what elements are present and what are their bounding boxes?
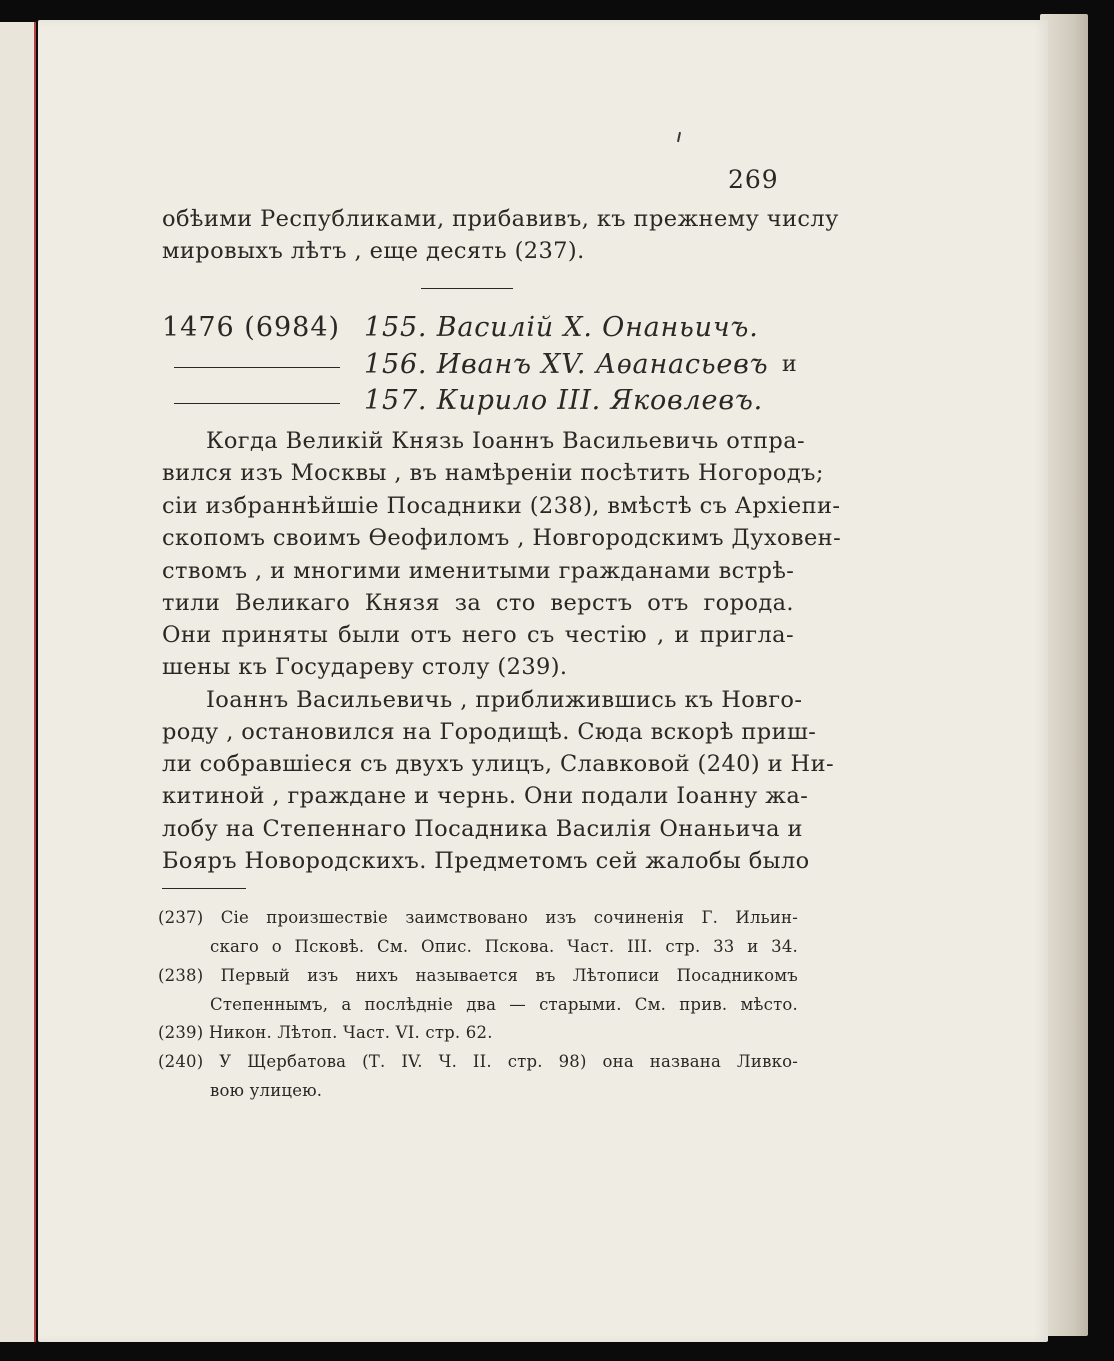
footnote-line: скаго о Псковѣ. См. Опис. Пскова. Част. III. стр. 33 и 34. xyxy=(210,937,798,956)
body-line: ли собравшіеся съ двухъ улицъ, Славковой (240) и Ни- xyxy=(162,751,834,777)
body-line: скопомъ своимъ Ѳеофиломъ , Новгородскимъ Духовен- xyxy=(162,525,842,551)
heading-conjunction: и xyxy=(782,352,797,377)
footnote-line: (239) Никон. Лѣтоп. Част. VI. стр. 62. xyxy=(158,1023,493,1042)
body-line: Іоаннъ Васильевичь , приближившись къ Новго- xyxy=(206,687,803,713)
body-line: Они приняты были отъ него съ честію , и пригла- xyxy=(162,622,794,648)
body-line: лобу на Степеннаго Посадника Василія Онаньича и xyxy=(162,816,803,842)
body-line: Когда Великій Князь Іоаннъ Васильевичь отпра- xyxy=(206,428,806,454)
body-line: тили Великаго Князя за сто верстъ отъ города. xyxy=(162,590,794,616)
body-line: Бояръ Новородскихъ. Предметомъ сей жалобы было xyxy=(162,848,810,874)
heading-row xyxy=(162,312,822,348)
ink-mark xyxy=(677,132,681,142)
footnote-line: (237) Сіе произшествіе заимствовано изъ сочиненія Г. Ильин- xyxy=(158,908,798,927)
page-number: 269 xyxy=(728,165,779,194)
body-line: ствомъ , и многими именитыми гражданами встрѣ- xyxy=(162,558,795,584)
intro-line: мировыхъ лѣтъ , еще десять (237). xyxy=(162,238,585,264)
body-line: китиной , граждане и чернь. Они подали Іоанну жа- xyxy=(162,783,809,809)
heading-dash xyxy=(174,367,340,368)
book-page xyxy=(38,20,1048,1342)
footnote-line: вою улицею. xyxy=(210,1081,323,1100)
body-line: вился изъ Москвы , въ намѣреніи посѣтить Ногородъ; xyxy=(162,460,824,486)
body-line: сіи избраннѣйшіе Посадники (238), вмѣстѣ съ Архіепи- xyxy=(162,493,841,519)
heading-year: 1476 (6984) xyxy=(162,312,341,343)
intro-line: обѣими Республиками, прибавивъ, къ прежнему числу xyxy=(162,206,839,232)
footnote-line: (238) Первый изъ нихъ называется въ Лѣтописи Посадникомъ xyxy=(158,966,798,985)
footnote-line: Степеннымъ, а послѣдніе два — старыми. См. прив. мѣсто. xyxy=(210,995,798,1014)
facing-page-edge xyxy=(0,22,36,1342)
footnote-line: (240) У Щербатова (Т. IV. Ч. II. стр. 98) она названа Ливко- xyxy=(158,1052,798,1071)
heading-entry: 155. Василій X. Онаньичъ. xyxy=(364,312,759,343)
heading-row xyxy=(162,385,822,421)
body-line: шены къ Государеву столу (239). xyxy=(162,654,568,680)
heading-entry: 156. Иванъ XV. Аѳанасьевъ xyxy=(364,349,769,380)
heading-row xyxy=(162,349,822,385)
heading-entry: 157. Кирило III. Яковлевъ. xyxy=(364,385,764,416)
heading-dash xyxy=(174,403,340,404)
body-line: роду , остановился на Городищѣ. Сюда вскорѣ приш- xyxy=(162,719,817,745)
footnote-divider xyxy=(162,888,246,889)
section-divider xyxy=(421,288,513,289)
